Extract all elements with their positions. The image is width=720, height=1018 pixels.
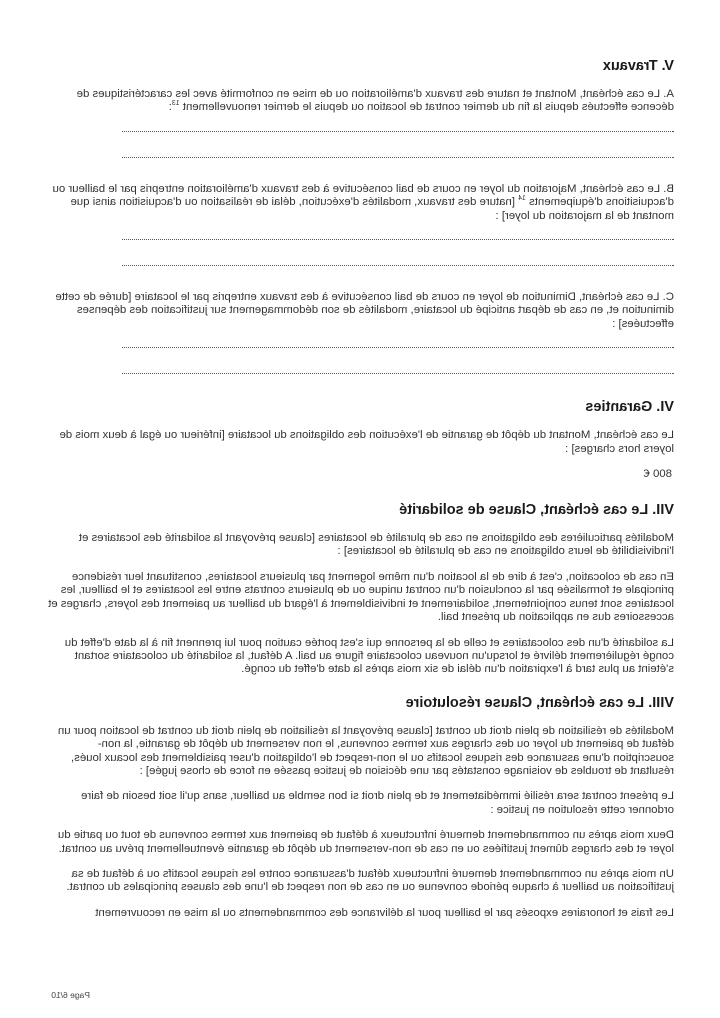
section-heading: VIII. Le cas échéant, Clause résolutoire (405, 694, 674, 711)
footnote-ref: 14 (518, 195, 526, 203)
footnote-ref: 13 (171, 100, 180, 108)
paragraph-garanties: Le cas échéant, Montant du dépôt de garantie de l'exécution des obligations du locataire [inférieur ou égal à deux mois de loyers hors charges] : (59, 429, 674, 455)
paragraph: Un mois après un commandement demeuré infructueux défaut d'assurance contre les risques locatifs ou à défaut de sa justification au bailleur à chaque période convenue ou en cas de non respect de l'une des clauses principales du contrat. (66, 867, 674, 894)
section-heading: VI. Garanties (585, 399, 674, 416)
fill-in-line[interactable] (122, 131, 674, 133)
fill-in-line[interactable] (122, 347, 674, 349)
paragraph: Modalités de résiliation de plein droit du contrat [clause prévoyant la résiliation de plein droit du contrat de location pour un défaut de paiement du loyer ou des charges aux termes convenus, le non versement du dépôt de garantie, la non-souscription d'une assurance des risques locatifs ou le non-respect de l'obligation d'user paisiblement des locaux loués, résultant de troubles de voisinage constatés par une décision de justice passée en force de chose jugée] : (57, 724, 674, 777)
paragraph-travaux-b: B. Le cas échéant, Majoration du loyer en cours de bail consécutive à des travaux d'amélioration entrepris par le bailleur ou d'acquisitions d'équipements $^{14}$ [nature des travaux, modalités d'exécution, délai de réalisation ou d'acquisition ainsi que montant de la majoration du loyer] : (52, 182, 674, 222)
fill-in-line[interactable] (122, 157, 674, 159)
paragraph: La solidarité d'un des colocataires et celle de la personne qui s'est portée caution pour lui prennent fin à la date d'effet du congé régulièrement délivré et lorsqu'un nouveau colocataire figure au bail. A défaut, la solidarité du colocataire sortant s'éteint au plus tard à l'expiration d'un délai de six mois après la date d'effet du congé. (64, 636, 674, 676)
section-travaux (46, 58, 674, 375)
page-content (46, 58, 674, 938)
section-resolutoire (46, 695, 674, 920)
section-heading: VII. Le cas échéant, Clause de solidarité (399, 502, 674, 519)
paragraph: Deux mois après un commandement demeuré infructueux à défaut de paiement aux termes convenus de tout ou partie du loyer et des charges dûment justifiées ou en cas de non-versement du dépôt de garantie éventuellement prévu au contrat. (57, 829, 674, 855)
section-heading: V. Travaux (602, 58, 674, 74)
fill-in-line[interactable] (122, 265, 674, 267)
page-number: Page 6/10 (51, 990, 90, 1000)
paragraph: Le présent contrat sera résilié immédiatement et de plein droit si bon semble au bailleur, sans qu'il soit besoin de faire ordonner cette résolution en justice : (81, 790, 674, 816)
fill-in-line[interactable] (122, 239, 674, 241)
section-garanties (46, 399, 674, 480)
paragraph: Les frais et honoraires exposés par le bailleur pour la délivrance des commandements ou la mise en recouvrement (95, 906, 674, 919)
deposit-amount: 800 € (643, 468, 672, 481)
fill-in-line[interactable] (122, 373, 674, 375)
section-solidarite (46, 502, 674, 677)
paragraph: En cas de colocation, c'est à dire de la location d'un même logement par plusieurs locataires, constituant leur résidence principale et formalisée par la conclusion d'un contrat unique ou de plusieurs contrats entre les locataires et le bailleur, les locataires sont tenus conjointement, solidairement et indivisiblement à l'égard du bailleur au paiement des loyers, charges et accessoires dus en application du présent bail. (48, 570, 674, 624)
paragraph-travaux-a: A. Le cas échéant, Montant et nature des travaux d'amélioration ou de mise en conformité avec les caractéristiques de décence effectués depuis la fin du dernier contrat de location ou depuis le dernier renouvellement $^{13}$: (76, 88, 674, 114)
paragraph-travaux-c: C. Le cas échéant, Diminution de loyer en cours de bail consécutive à des travaux entrepris par le locataire [durée de cette diminution et, en cas de départ anticipé du locataire, modalités de son dédommagement sur justification des dépenses effectuées] : (55, 291, 674, 330)
paragraph: Modalités particulières des obligations en cas de pluralité de locataires [clause prévoyant la solidarité des locataires et l'indivisibilité de leurs obligations en cas de pluralité de locataires] : (78, 532, 674, 558)
